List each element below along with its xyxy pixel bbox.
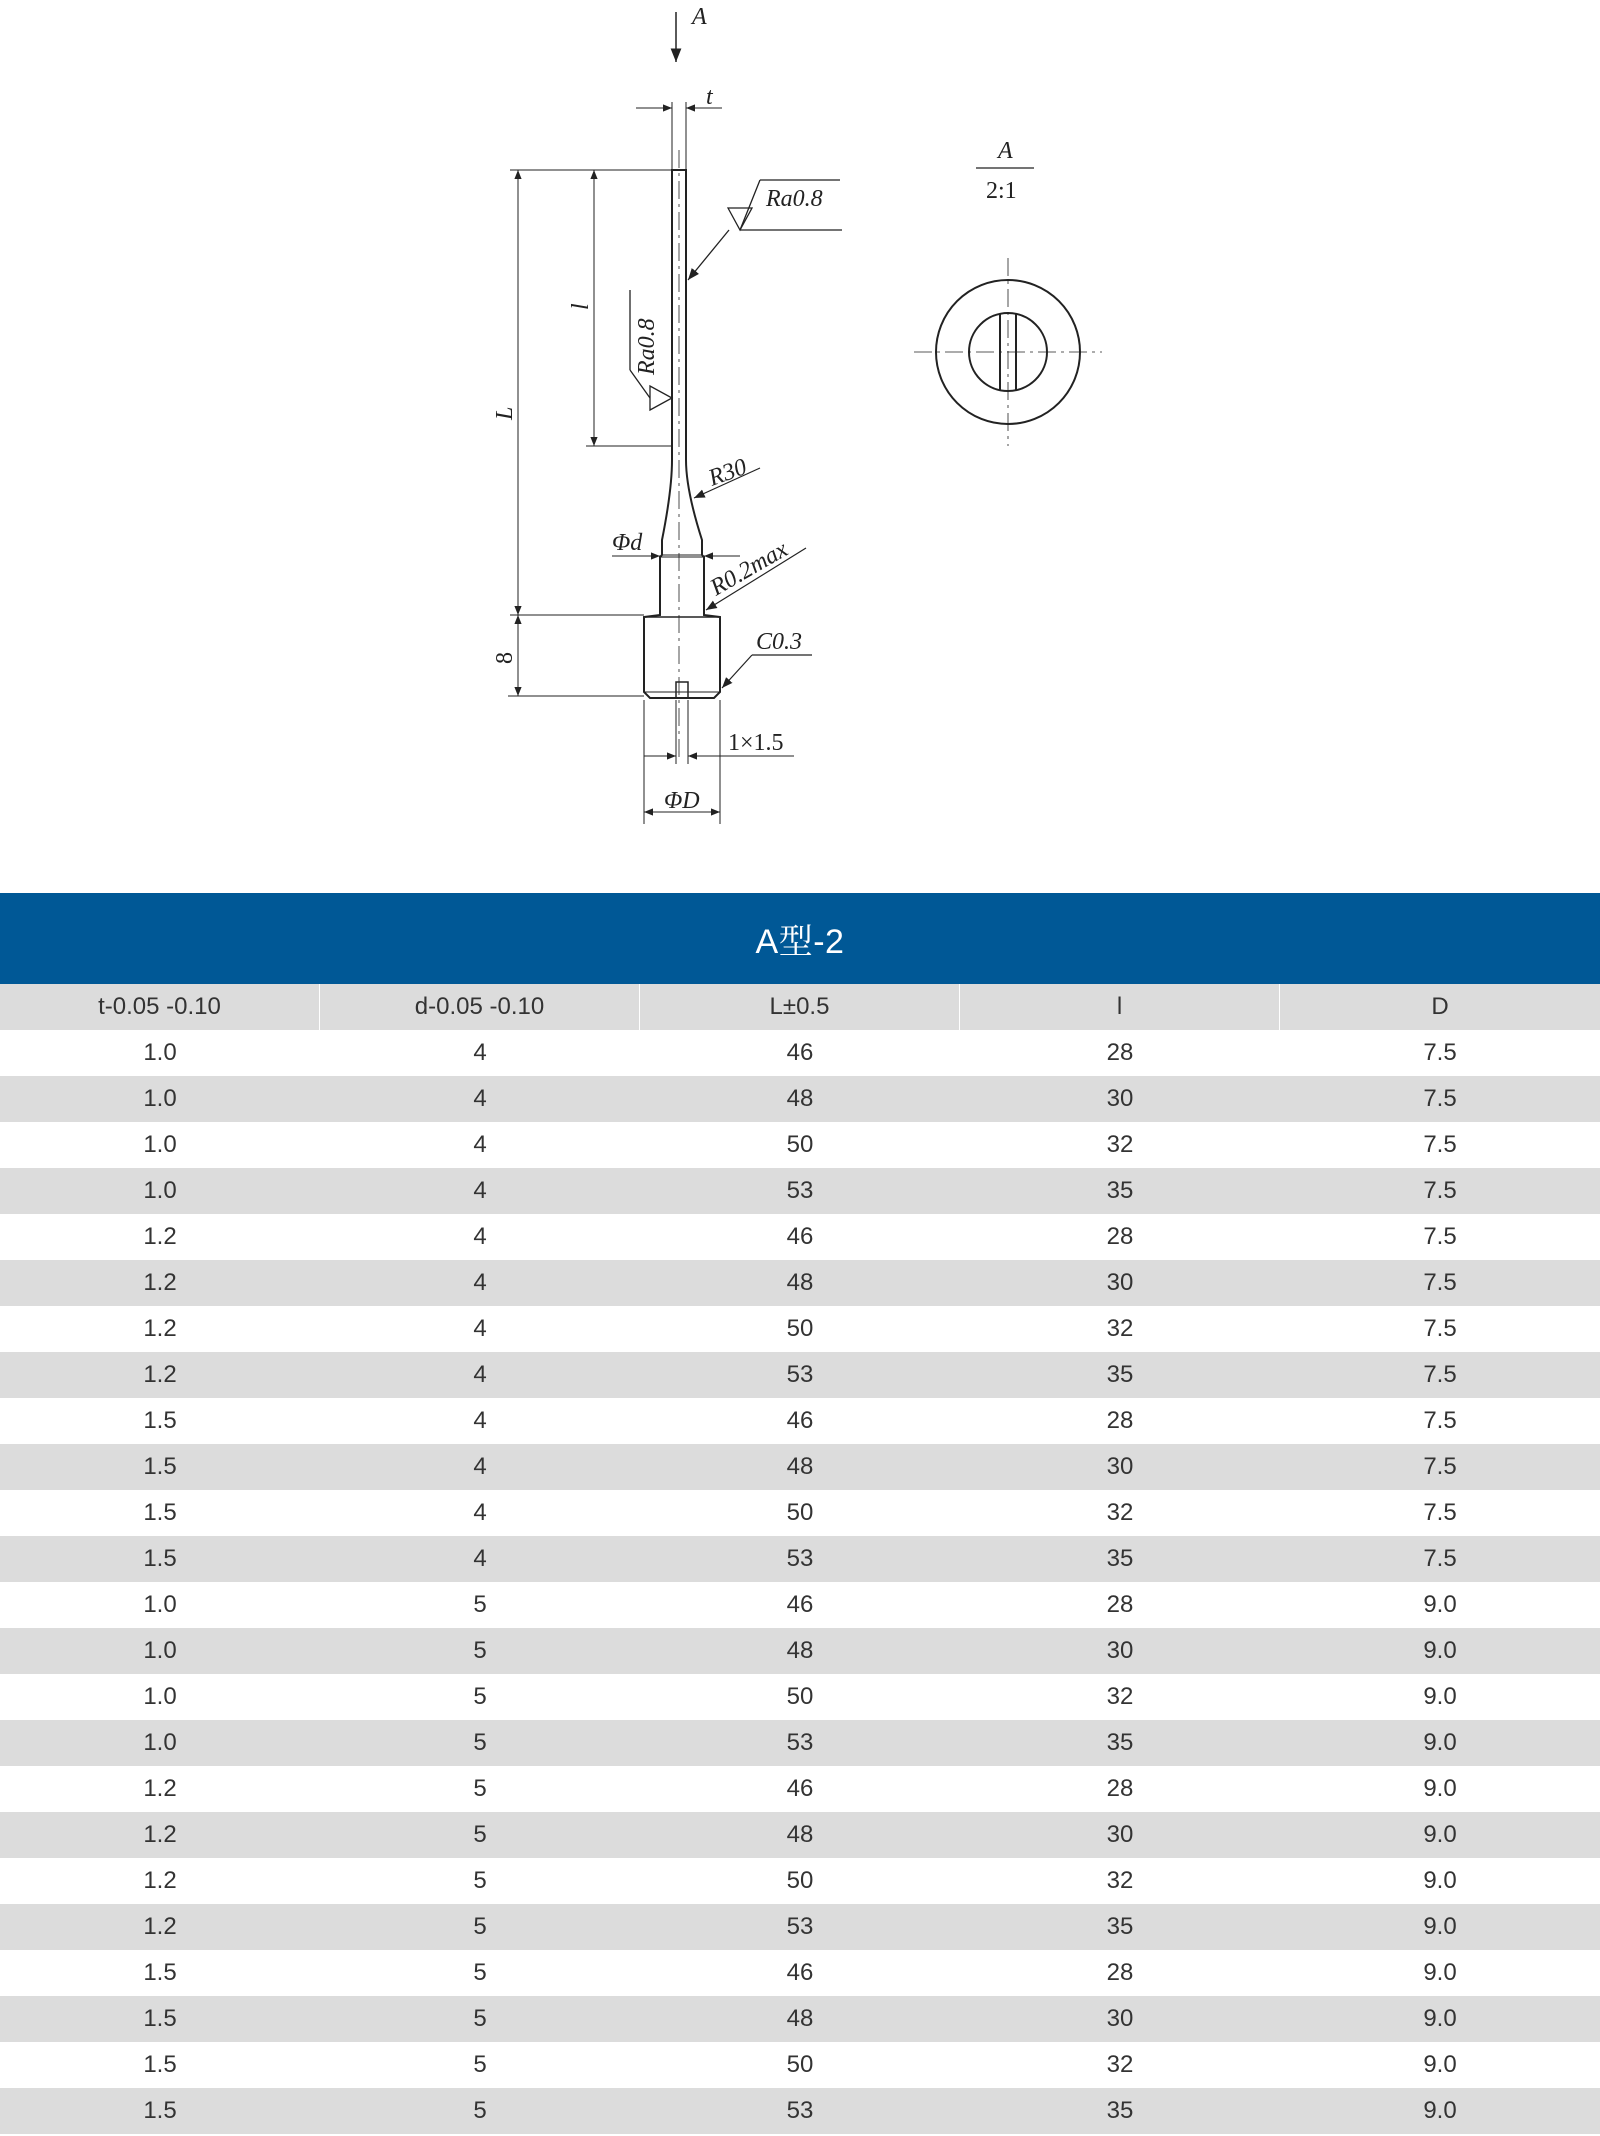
cell-t: 1.2 — [143, 1223, 177, 1250]
table-row — [0, 1398, 1600, 1444]
cell-D: 9.0 — [1423, 1867, 1457, 1894]
cell-l: 30 — [1106, 1085, 1134, 1112]
cell-l: 35 — [1106, 1177, 1134, 1204]
cell-D: 7.5 — [1423, 1269, 1457, 1296]
table-row — [0, 1168, 1600, 1214]
table-row — [0, 1260, 1600, 1306]
cell-d: 4 — [473, 1315, 487, 1342]
cell-D: 9.0 — [1423, 1821, 1457, 1848]
cell-D: 7.5 — [1423, 1545, 1457, 1572]
cell-d: 4 — [473, 1085, 487, 1112]
table-row — [0, 2042, 1600, 2088]
cell-D: 7.5 — [1423, 1407, 1457, 1434]
cell-t: 1.0 — [143, 1591, 177, 1618]
cell-l: 35 — [1106, 1913, 1134, 1940]
cell-d: 4 — [473, 1453, 487, 1480]
header-cell-l: l — [960, 984, 1280, 1030]
cell-L: 46 — [786, 1407, 814, 1434]
cell-D: 7.5 — [1423, 1039, 1457, 1066]
cell-t: 1.0 — [143, 1729, 177, 1756]
table-row — [0, 2088, 1600, 2134]
cell-L: 48 — [786, 2005, 814, 2032]
header-cell-D: D — [1431, 993, 1449, 1020]
phi-d: Φd — [612, 530, 643, 556]
table-row — [0, 1536, 1600, 1582]
table-header — [0, 984, 1600, 1030]
cell-D: 9.0 — [1423, 2097, 1457, 2124]
cell-d: 4 — [473, 1039, 487, 1066]
cell-t: 1.5 — [143, 2097, 177, 2124]
cell-l: 35 — [1106, 1729, 1134, 1756]
header-cell-t: t-0.05 -0.10 — [0, 984, 320, 1030]
roughness-top: Ra0.8 — [766, 186, 823, 212]
chamfer: C0.3 — [756, 629, 803, 655]
cell-t: 1.2 — [143, 1315, 177, 1342]
cell-L: 46 — [786, 1039, 814, 1066]
table-row — [0, 1076, 1600, 1122]
cell-d: 5 — [473, 1959, 487, 1986]
table-row — [0, 1628, 1600, 1674]
cell-d: 5 — [473, 1637, 487, 1664]
cell-D: 7.5 — [1423, 1361, 1457, 1388]
table-row — [0, 1766, 1600, 1812]
cell-L: 48 — [786, 1085, 814, 1112]
cell-t: 1.5 — [143, 1407, 177, 1434]
cell-D: 9.0 — [1423, 1913, 1457, 1940]
table-body — [0, 1030, 1600, 2134]
cell-D: 7.5 — [1423, 1315, 1457, 1342]
dim-l: l — [568, 303, 594, 310]
view-label: A — [692, 4, 707, 30]
cell-D: 7.5 — [1423, 1499, 1457, 1526]
cell-L: 53 — [786, 1913, 814, 1940]
cell-L: 46 — [786, 1775, 814, 1802]
cell-D: 7.5 — [1423, 1453, 1457, 1480]
cell-L: 53 — [786, 1729, 814, 1756]
cell-L: 53 — [786, 2097, 814, 2124]
dim-8: 8 — [492, 652, 518, 664]
cell-d: 5 — [473, 1867, 487, 1894]
cell-t: 1.5 — [143, 2005, 177, 2032]
cell-t: 1.0 — [143, 1085, 177, 1112]
cell-D: 7.5 — [1423, 1131, 1457, 1158]
cell-L: 50 — [786, 1131, 814, 1158]
table-row — [0, 1812, 1600, 1858]
table-title: A型-2 — [0, 893, 1600, 984]
table-row — [0, 1030, 1600, 1076]
cell-L: 48 — [786, 1453, 814, 1480]
cell-L: 50 — [786, 1315, 814, 1342]
cell-d: 4 — [473, 1499, 487, 1526]
slot-dim: 1×1.5 — [728, 730, 784, 756]
cell-l: 32 — [1106, 1499, 1134, 1526]
cell-l: 32 — [1106, 1131, 1134, 1158]
cell-l: 35 — [1106, 2097, 1134, 2124]
cell-d: 5 — [473, 1683, 487, 1710]
cell-D: 9.0 — [1423, 1637, 1457, 1664]
cell-L: 46 — [786, 1223, 814, 1250]
cell-L: 48 — [786, 1269, 814, 1296]
dim-t: t — [706, 84, 713, 110]
table-row — [0, 1720, 1600, 1766]
cell-t: 1.0 — [143, 1177, 177, 1204]
cell-t: 1.0 — [143, 1131, 177, 1158]
cell-t: 1.2 — [143, 1867, 177, 1894]
cell-L: 53 — [786, 1177, 814, 1204]
cell-l: 30 — [1106, 2005, 1134, 2032]
table-row — [0, 1352, 1600, 1398]
table-row — [0, 1858, 1600, 1904]
cell-l: 30 — [1106, 1637, 1134, 1664]
cell-l: 35 — [1106, 1361, 1134, 1388]
cell-d: 5 — [473, 2051, 487, 2078]
cell-D: 9.0 — [1423, 1775, 1457, 1802]
radius-30: R30 — [705, 453, 751, 492]
cell-l: 32 — [1106, 2051, 1134, 2078]
cell-D: 9.0 — [1423, 1959, 1457, 1986]
cell-d: 5 — [473, 2097, 487, 2124]
cell-t: 1.2 — [143, 1361, 177, 1388]
cell-t: 1.2 — [143, 1821, 177, 1848]
cell-l: 28 — [1106, 1591, 1134, 1618]
cell-d: 4 — [473, 1269, 487, 1296]
cell-L: 50 — [786, 1499, 814, 1526]
cell-d: 4 — [473, 1131, 487, 1158]
cell-t: 1.0 — [143, 1683, 177, 1710]
cell-t: 1.5 — [143, 1959, 177, 1986]
cell-l: 30 — [1106, 1453, 1134, 1480]
spec-table — [0, 893, 1600, 2134]
section-scale: 2:1 — [986, 178, 1017, 204]
table-row — [0, 1950, 1600, 1996]
cell-t: 1.2 — [143, 1269, 177, 1296]
cell-d: 4 — [473, 1545, 487, 1572]
cell-d: 4 — [473, 1223, 487, 1250]
dim-L: L — [492, 406, 518, 420]
section-label: A — [998, 138, 1013, 164]
cell-l: 30 — [1106, 1821, 1134, 1848]
cell-d: 5 — [473, 1591, 487, 1618]
cell-L: 48 — [786, 1821, 814, 1848]
cell-t: 1.0 — [143, 1637, 177, 1664]
cell-l: 28 — [1106, 1407, 1134, 1434]
cell-d: 4 — [473, 1407, 487, 1434]
cell-L: 53 — [786, 1361, 814, 1388]
cell-t: 1.5 — [143, 2051, 177, 2078]
cell-D: 7.5 — [1423, 1223, 1457, 1250]
cell-l: 28 — [1106, 1775, 1134, 1802]
cell-D: 9.0 — [1423, 2005, 1457, 2032]
cell-l: 28 — [1106, 1223, 1134, 1250]
cell-l: 32 — [1106, 1683, 1134, 1710]
cell-t: 1.5 — [143, 1453, 177, 1480]
table-row — [0, 1490, 1600, 1536]
pin-drawing-svg — [0, 0, 1600, 880]
table-row — [0, 1306, 1600, 1352]
technical-drawing — [0, 0, 1600, 880]
cell-l: 32 — [1106, 1315, 1134, 1342]
header-cell-d: d-0.05 -0.10 — [320, 984, 640, 1030]
cell-l: 35 — [1106, 1545, 1134, 1572]
cell-L: 50 — [786, 1683, 814, 1710]
cell-t: 1.2 — [143, 1913, 177, 1940]
roughness-left: Ra0.8 — [634, 318, 660, 375]
cell-t: 1.5 — [143, 1545, 177, 1572]
cell-l: 32 — [1106, 1867, 1134, 1894]
table-row — [0, 1904, 1600, 1950]
cell-D: 7.5 — [1423, 1085, 1457, 1112]
cell-D: 9.0 — [1423, 1729, 1457, 1756]
cell-d: 5 — [473, 2005, 487, 2032]
cell-L: 53 — [786, 1545, 814, 1572]
table-row — [0, 1122, 1600, 1168]
table-row — [0, 1582, 1600, 1628]
table-row — [0, 1444, 1600, 1490]
cell-t: 1.2 — [143, 1775, 177, 1802]
cell-t: 1.5 — [143, 1499, 177, 1526]
table-row — [0, 1996, 1600, 2042]
cell-L: 46 — [786, 1591, 814, 1618]
cell-d: 5 — [473, 1775, 487, 1802]
cell-d: 5 — [473, 1729, 487, 1756]
cell-D: 9.0 — [1423, 1683, 1457, 1710]
header-cell-L: L±0.5 — [640, 984, 960, 1030]
cell-d: 5 — [473, 1913, 487, 1940]
cell-d: 4 — [473, 1177, 487, 1204]
phi-D: ΦD — [664, 788, 700, 814]
cell-D: 7.5 — [1423, 1177, 1457, 1204]
table-row — [0, 1674, 1600, 1720]
table-row — [0, 1214, 1600, 1260]
cell-d: 4 — [473, 1361, 487, 1388]
cell-D: 9.0 — [1423, 1591, 1457, 1618]
cell-L: 46 — [786, 1959, 814, 1986]
cell-D: 9.0 — [1423, 2051, 1457, 2078]
radius-02: R0.2max — [706, 536, 793, 602]
cell-L: 48 — [786, 1637, 814, 1664]
cell-L: 50 — [786, 1867, 814, 1894]
cell-t: 1.0 — [143, 1039, 177, 1066]
cell-L: 50 — [786, 2051, 814, 2078]
cell-l: 28 — [1106, 1039, 1134, 1066]
cell-d: 5 — [473, 1821, 487, 1848]
cell-l: 30 — [1106, 1269, 1134, 1296]
cell-l: 28 — [1106, 1959, 1134, 1986]
